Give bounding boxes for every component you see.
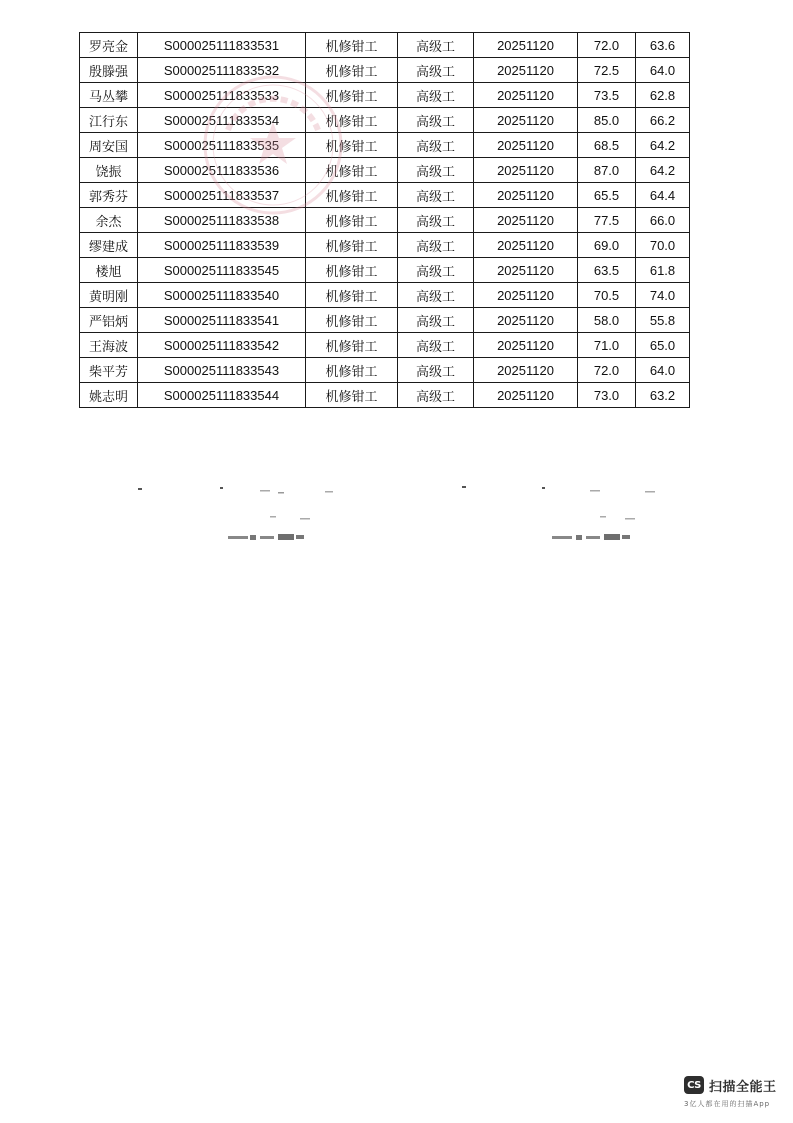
cell-score-theory: 70.5 <box>578 283 636 308</box>
cell-date: 20251120 <box>474 133 578 158</box>
cell-cert-number: S000025111833534 <box>138 108 306 133</box>
cell-score-practical: 63.6 <box>636 33 690 58</box>
cell-cert-number: S000025111833544 <box>138 383 306 408</box>
cell-occupation: 机修钳工 <box>306 58 398 83</box>
cell-score-practical: 61.8 <box>636 258 690 283</box>
scanner-tagline: 3亿人都在用的扫描App <box>684 1100 771 1108</box>
cell-grade-level: 高级工 <box>398 383 474 408</box>
cell-cert-number: S000025111833532 <box>138 58 306 83</box>
cell-score-theory: 72.5 <box>578 58 636 83</box>
cell-cert-number: S000025111833541 <box>138 308 306 333</box>
cell-grade-level: 高级工 <box>398 133 474 158</box>
cell-score-practical: 66.0 <box>636 208 690 233</box>
cell-name: 饶振 <box>80 158 138 183</box>
table-row <box>80 183 690 208</box>
cell-date: 20251120 <box>474 158 578 183</box>
cell-cert-number: S000025111833538 <box>138 208 306 233</box>
cell-cert-number: S000025111833542 <box>138 333 306 358</box>
cell-score-practical: 64.0 <box>636 358 690 383</box>
table-row <box>80 233 690 258</box>
cell-occupation: 机修钳工 <box>306 83 398 108</box>
table-row <box>80 333 690 358</box>
cell-name: 罗亮金 <box>80 33 138 58</box>
table-row <box>80 33 690 58</box>
cell-score-theory: 72.0 <box>578 358 636 383</box>
cell-name: 楼旭 <box>80 258 138 283</box>
cell-name: 王海波 <box>80 333 138 358</box>
cell-name: 黄明刚 <box>80 283 138 308</box>
cell-score-theory: 68.5 <box>578 133 636 158</box>
cell-grade-level: 高级工 <box>398 258 474 283</box>
cell-cert-number: S000025111833531 <box>138 33 306 58</box>
scanner-logo-icon: CS <box>684 1076 704 1094</box>
cell-grade-level: 高级工 <box>398 358 474 383</box>
cell-score-practical: 64.4 <box>636 183 690 208</box>
scanner-app-name: 扫描全能王 <box>709 1079 777 1095</box>
cell-grade-level: 高级工 <box>398 233 474 258</box>
cell-score-practical: 74.0 <box>636 283 690 308</box>
cell-score-theory: 87.0 <box>578 158 636 183</box>
cell-occupation: 机修钳工 <box>306 258 398 283</box>
cell-grade-level: 高级工 <box>398 333 474 358</box>
cell-score-practical: 55.8 <box>636 308 690 333</box>
cell-date: 20251120 <box>474 383 578 408</box>
cell-name: 周安国 <box>80 133 138 158</box>
cell-grade-level: 高级工 <box>398 183 474 208</box>
cell-occupation: 机修钳工 <box>306 208 398 233</box>
cell-cert-number: S000025111833543 <box>138 358 306 383</box>
cell-score-theory: 77.5 <box>578 208 636 233</box>
cell-name: 严铝炳 <box>80 308 138 333</box>
cell-occupation: 机修钳工 <box>306 183 398 208</box>
cell-name: 郭秀芬 <box>80 183 138 208</box>
cell-score-practical: 64.0 <box>636 58 690 83</box>
faded-signature-left <box>100 478 340 550</box>
scanner-watermark <box>684 1075 784 1115</box>
cell-occupation: 机修钳工 <box>306 158 398 183</box>
cell-cert-number: S000025111833537 <box>138 183 306 208</box>
cell-cert-number: S000025111833545 <box>138 258 306 283</box>
cell-grade-level: 高级工 <box>398 308 474 333</box>
table-row <box>80 133 690 158</box>
cell-cert-number: S000025111833533 <box>138 83 306 108</box>
table-row <box>80 283 690 308</box>
table-row <box>80 258 690 283</box>
cell-date: 20251120 <box>474 183 578 208</box>
cell-name: 缪建成 <box>80 233 138 258</box>
cell-name: 余杰 <box>80 208 138 233</box>
cell-date: 20251120 <box>474 108 578 133</box>
cell-score-theory: 65.5 <box>578 183 636 208</box>
table-row <box>80 83 690 108</box>
cell-score-practical: 65.0 <box>636 333 690 358</box>
cell-score-practical: 64.2 <box>636 133 690 158</box>
cell-cert-number: S000025111833536 <box>138 158 306 183</box>
table-row <box>80 308 690 333</box>
cell-date: 20251120 <box>474 58 578 83</box>
table-row <box>80 208 690 233</box>
cell-score-practical: 66.2 <box>636 108 690 133</box>
cell-date: 20251120 <box>474 83 578 108</box>
cell-score-practical: 63.2 <box>636 383 690 408</box>
results-table-body <box>80 33 690 408</box>
cell-date: 20251120 <box>474 333 578 358</box>
cell-grade-level: 高级工 <box>398 58 474 83</box>
cell-name: 柴平芳 <box>80 358 138 383</box>
cell-score-theory: 69.0 <box>578 233 636 258</box>
cell-score-practical: 64.2 <box>636 158 690 183</box>
cell-score-theory: 71.0 <box>578 333 636 358</box>
table-row <box>80 158 690 183</box>
cell-occupation: 机修钳工 <box>306 358 398 383</box>
cell-grade-level: 高级工 <box>398 33 474 58</box>
table-row <box>80 108 690 133</box>
cell-occupation: 机修钳工 <box>306 133 398 158</box>
table-row <box>80 383 690 408</box>
cell-date: 20251120 <box>474 208 578 233</box>
cell-name: 马丛攀 <box>80 83 138 108</box>
cell-score-practical: 70.0 <box>636 233 690 258</box>
cell-cert-number: S000025111833535 <box>138 133 306 158</box>
table-row <box>80 58 690 83</box>
cell-score-theory: 63.5 <box>578 258 636 283</box>
cell-score-theory: 73.5 <box>578 83 636 108</box>
cell-date: 20251120 <box>474 33 578 58</box>
cell-grade-level: 高级工 <box>398 208 474 233</box>
cell-occupation: 机修钳工 <box>306 333 398 358</box>
cell-score-theory: 58.0 <box>578 308 636 333</box>
cell-score-practical: 62.8 <box>636 83 690 108</box>
cell-date: 20251120 <box>474 308 578 333</box>
cell-date: 20251120 <box>474 258 578 283</box>
cell-score-theory: 72.0 <box>578 33 636 58</box>
cell-cert-number: S000025111833540 <box>138 283 306 308</box>
cell-grade-level: 高级工 <box>398 108 474 133</box>
cell-score-theory: 85.0 <box>578 108 636 133</box>
cell-grade-level: 高级工 <box>398 158 474 183</box>
faded-signature-right <box>440 478 680 550</box>
cell-occupation: 机修钳工 <box>306 108 398 133</box>
cell-date: 20251120 <box>474 358 578 383</box>
cell-name: 江行东 <box>80 108 138 133</box>
cell-cert-number: S000025111833539 <box>138 233 306 258</box>
cell-score-theory: 73.0 <box>578 383 636 408</box>
cell-date: 20251120 <box>474 283 578 308</box>
cell-occupation: 机修钳工 <box>306 233 398 258</box>
cell-name: 殷滕强 <box>80 58 138 83</box>
cell-name: 姚志明 <box>80 383 138 408</box>
cell-occupation: 机修钳工 <box>306 383 398 408</box>
cell-occupation: 机修钳工 <box>306 308 398 333</box>
cell-grade-level: 高级工 <box>398 83 474 108</box>
cell-occupation: 机修钳工 <box>306 33 398 58</box>
results-table <box>79 32 690 408</box>
cell-occupation: 机修钳工 <box>306 283 398 308</box>
table-row <box>80 358 690 383</box>
cell-grade-level: 高级工 <box>398 283 474 308</box>
cell-date: 20251120 <box>474 233 578 258</box>
